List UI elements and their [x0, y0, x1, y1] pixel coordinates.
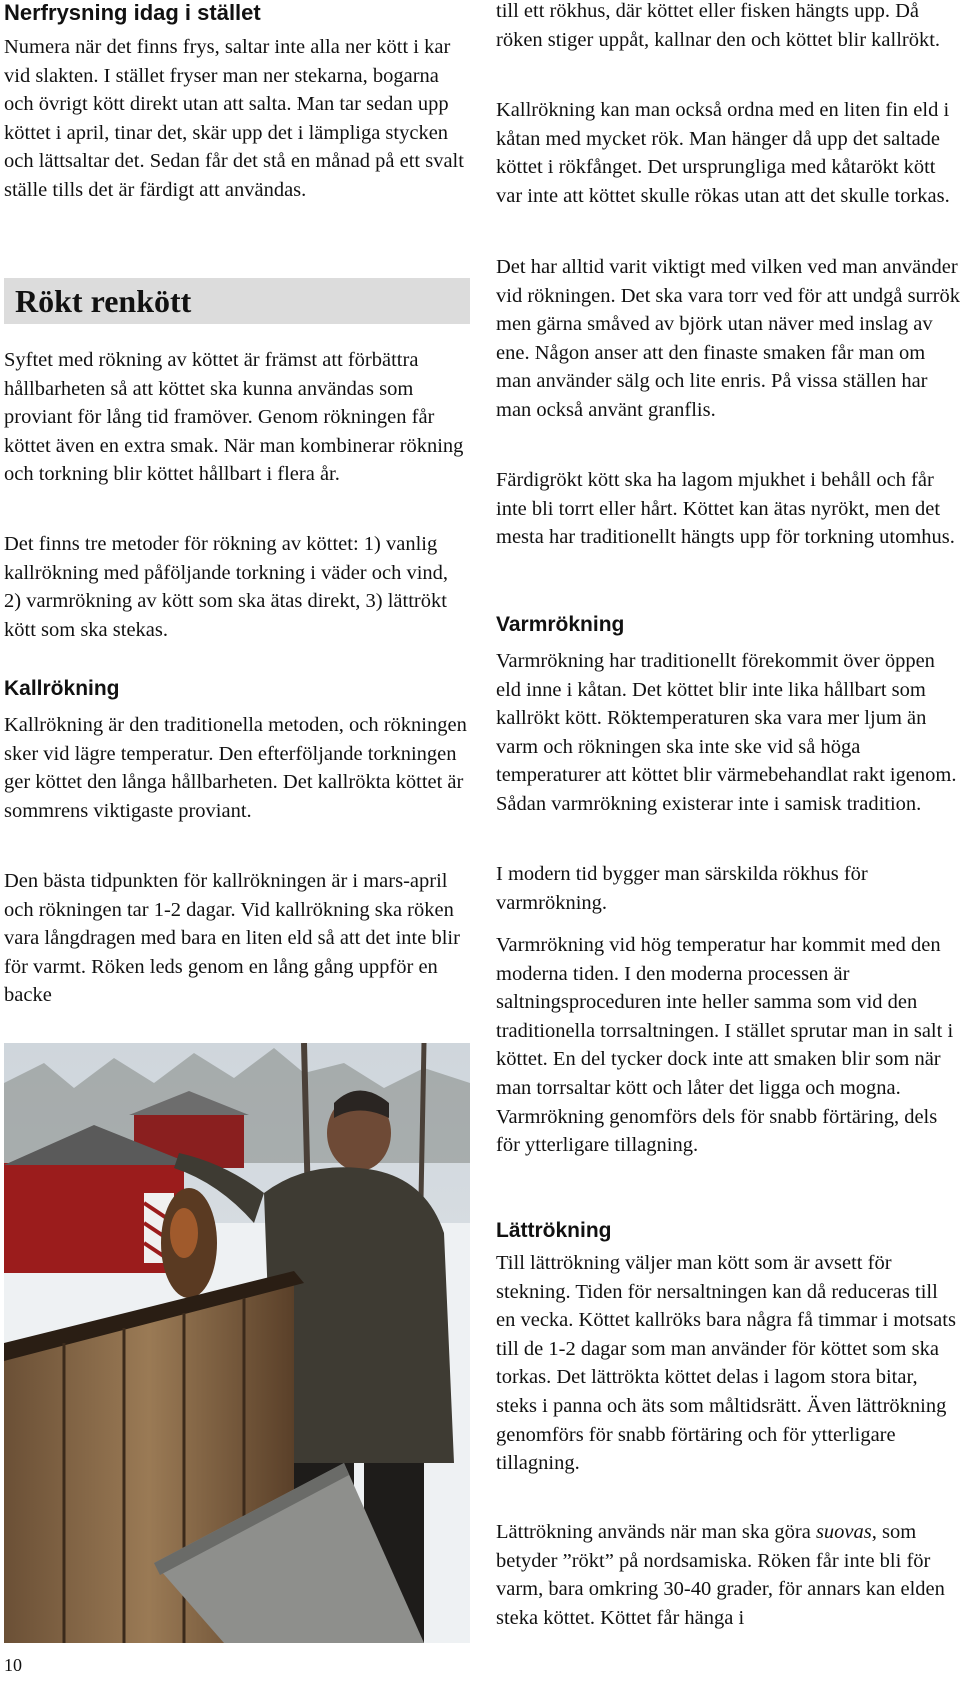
section-heading-nerfrysning: Nerfrysning idag i stället	[4, 0, 261, 25]
main-heading-banner	[4, 278, 470, 324]
text-fragment: , som betyder ”rökt” på nordsamiska. Röken får inte bli för varm, bara omkring 30-40 grader, för annars kan elden steka köttet. Köttet får hänga i	[496, 1521, 945, 1629]
main-heading: Rökt renkött	[15, 283, 192, 319]
paragraph-kallrokning-2: Den bästa tidpunkten för kallrökningen är i mars-april och rökningen tar 1-2 dagar. Vid kallrökning ska röken vara långdragen med bara en liten eld så att det inte blir för varmt. Röken leds genom en lång gång uppför en backe	[4, 870, 460, 1007]
paragraph-continued-4: Färdigrökt kött ska ha lagom mjukhet i behåll och får inte bli torrt eller hårt. Köttet kan ätas nyrökt, men det mesta har traditionellt hängts upp för torkning utomhus.	[496, 469, 955, 549]
paragraph-lattrokning-2	[496, 1518, 960, 1632]
paragraph-lattrokning-1: Till lättrökning väljer man kött som är avsett för stekning. Tiden för nersaltningen kan då reduceras till en vecka. Köttet kallröks bara några få timmar i motsats till de 1-2 dagar som man använder för köttet som ska torkas. Det lättrökta köttet delas i lagom stora bitar, steks i panna och äts som måltidsrätt. Även lättrökning genomförs för snabb förtäring och för ytterligare tillagning.	[496, 1252, 956, 1475]
paragraph-intro-1: Syftet med rökning av köttet är främst att förbättra hållbarheten så att köttet ska kunna användas som proviant för lång tid framöver. Genom rökningen får köttet även en extra smak. När man kombinerar rökning och torkning blir köttet hållbart i flera år.	[4, 349, 464, 486]
section-heading-kallrokning: Kallrökning	[4, 677, 120, 700]
photo-smoking-meat	[4, 1043, 470, 1643]
section-heading-lattrokning: Lättrökning	[496, 1219, 612, 1242]
paragraph-kallrokning-1: Kallrökning är den traditionella metoden, och rökningen sker vid lägre temperatur. Den efterföljande torkningen ger köttet den långa hållbarheten. Det kallrökta köttet är sommrens viktigaste proviant.	[4, 714, 467, 822]
paragraph-continued-2: Kallrökning kan man också ordna med en liten fin eld i kåtan med mycket rök. Man hänger då upp det saltade köttet i rökfånget. Det ursprungliga med kåtarökt kött var inte att köttet skulle rökas utan att det skulle torkas.	[496, 99, 950, 207]
paragraph-varmrokning-3: Varmrökning vid hög temperatur har kommit med den moderna tiden. I den moderna processen är saltningsproceduren inte heller samma som vid den traditionella torrsaltningen. I stället sprutar man in salt i köttet. En del tycker dock inte att smaken blir som när man torrsaltar kött och låter det ligga och mogna. Varmrökning genomförs dels för snabb förtäring, dels för ytterligare tillagning.	[496, 934, 954, 1157]
paragraph-continued-1: till ett rökhus, där köttet eller fisken hängts upp. Då röken stiger uppåt, kallnar den och köttet blir kallrökt.	[496, 0, 941, 51]
paragraph-nerfrysning: Numera när det finns frys, saltar inte alla ner kött i kar vid slakten. I stället fryser man ner stekarna, bogarna och övrigt kött direkt utan att salta. Man tar sedan upp köttet i april, tinar det, skär upp det i lämpliga stycken och lättsaltar det. Sedan får det stå en månad på ett svalt ställe tills det är färdigt att användas.	[4, 36, 464, 201]
page-number: 10	[4, 1655, 22, 1675]
text-fragment: Lättrökning används när man ska göra	[496, 1521, 816, 1543]
paragraph-continued-3: Det har alltid varit viktigt med vilken ved man använder vid rökningen. Det ska vara torr ved för att undgå surrök men gärna småved av björk utan näver med inslag av ene. Någon anser att den finaste smaken får man om man använder sälg och lite enris. På vissa ställen har man också använt granflis.	[496, 256, 960, 421]
term-suovas: suovas	[815, 1521, 872, 1543]
photo-illustration	[4, 1043, 470, 1643]
section-heading-varmrokning: Varmrökning	[496, 613, 625, 636]
paragraph-varmrokning-1: Varmrökning har traditionellt förekommit över öppen eld inne i kåtan. Det köttet blir inte lika hållbart som kallrökt kött. Röktemperaturen ska vara mer ljum än varm och rökningen ska inte ske vid så höga temperaturer att köttet blir värmebehandlat rakt igenom. Sådan varmrökning existerar inte i samisk tradition.	[496, 650, 957, 815]
paragraph-varmrokning-2: I modern tid bygger man särskilda rökhus för varmrökning.	[496, 863, 868, 914]
paragraph-intro-2: Det finns tre metoder för rökning av köttet: 1) vanlig kallrökning med påföljande torkning i väder och vind, 2) varmrökning av kött som ska ätas direkt, 3) lättrökt kött som ska stekas.	[4, 533, 449, 641]
